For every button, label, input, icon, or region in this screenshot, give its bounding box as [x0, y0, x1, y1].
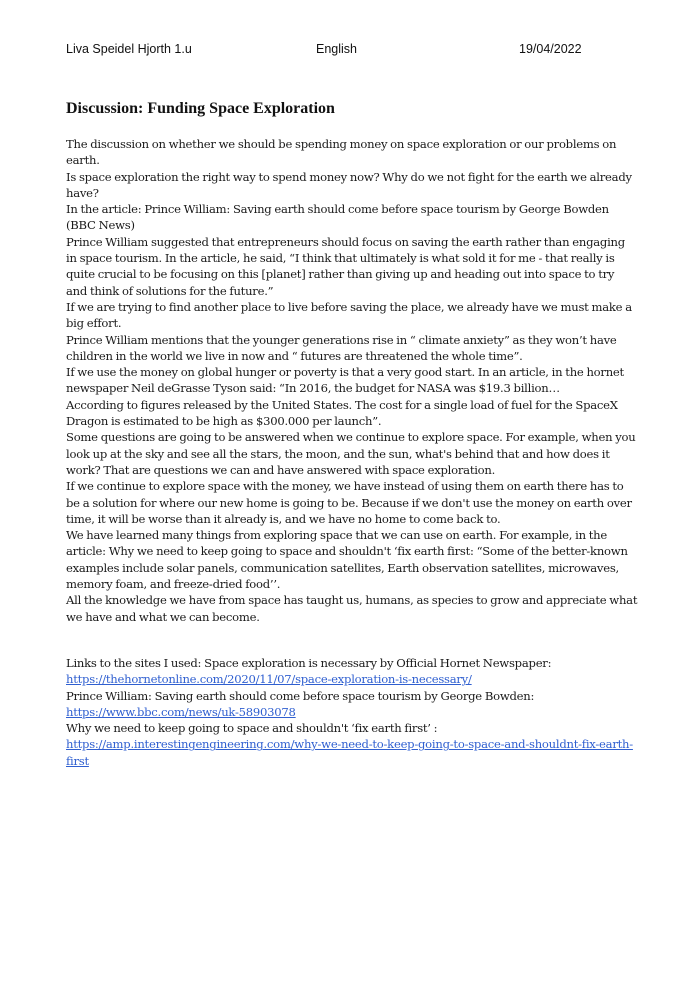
- source-link-bbc[interactable]: https://www.bbc.com/news/uk-58903078: [66, 704, 296, 719]
- paragraph: In the article: Prince William: Saving earth should come before space tourism by George Bowden (BBC News): [66, 202, 609, 233]
- paragraph: The discussion on whether we should be spending money on space exploration or our problems on earth.: [66, 137, 617, 168]
- source-label-interesting-engineering: Why we need to keep going to space and shouldn't ‘fix earth first’ :: [66, 721, 438, 736]
- document-body: [66, 136, 638, 625]
- subject: English: [316, 42, 357, 56]
- paragraph: All the knowledge we have from space has taught us, humans, as species to grow and appreciate what we have and what we can become.: [66, 593, 638, 624]
- sources-section: [66, 655, 638, 769]
- author-name: Liva Speidel Hjorth 1.u: [66, 42, 192, 56]
- paragraph: If we use the money on global hunger or poverty is that a very good start. In an article, in the hornet newspaper Neil deGrasse Tyson said: “In 2016, the budget for NASA was $19.3 billion…: [66, 365, 624, 396]
- paragraph: Some questions are going to be answered when we continue to explore space. For example, when you look up at the sky and see all the stars, the moon, and the sun, what's behind that and how does it work? That are questions we can and have answered with space exploration.: [66, 430, 636, 477]
- paragraph: Prince William mentions that the younger generations rise in “ climate anxiety” as they won’t have children in the world we live in now and “ futures are threatened the whole time”.: [66, 332, 617, 363]
- page-header: [66, 42, 634, 60]
- paragraph: Prince William suggested that entrepreneurs should focus on saving the earth rather than engaging in space tourism. In the article, he said, “I think that ultimately is what sold it for me - that really is quite crucial to be focusing on this [planet] rather than giving up and heading out into space to try and think of solutions for the future.”: [66, 234, 625, 298]
- paragraph: According to figures released by the United States. The cost for a single load of fuel for the SpaceX Dragon is estimated to be high as $300.000 per launch”.: [66, 397, 618, 429]
- paragraph: If we are trying to find another place to live before saving the place, we already have we must make a big effort.: [66, 299, 632, 331]
- source-label-bbc: Prince William: Saving earth should come before space tourism by George Bowden:: [66, 688, 535, 703]
- source-link-hornet[interactable]: https://thehornetonline.com/2020/11/07/space-exploration-is-necessary/: [66, 672, 472, 687]
- sources-intro: Links to the sites I used: Space exploration is necessary by Official Hornet Newspaper:: [66, 656, 552, 670]
- source-link-interesting-engineering[interactable]: https://amp.interestingengineering.com/why-we-need-to-keep-going-to-space-and-shouldnt-fix-earth-first: [66, 737, 633, 768]
- paragraph: If we continue to explore space with the money, we have instead of using them on earth there has to be a solution for where our new home is going to be. Because if we don't use the money on earth over time, it will be worse than it already is, and we have no home to come back to.: [66, 479, 632, 526]
- paragraph: Is space exploration the right way to spend money now? Why do we not fight for the earth we already have?: [66, 169, 632, 200]
- paragraph: We have learned many things from exploring space that we can use on earth. For example, in the article: Why we need to keep going to space and shouldn't ‘fix earth first: “Some of the better-known examples include solar panels, communication satellites, Earth observation satellites, microwaves, memory foam, and freeze-dried food’’.: [66, 528, 628, 592]
- date: 19/04/2022: [519, 42, 582, 56]
- document-title: Discussion: Funding Space Exploration: [66, 100, 335, 117]
